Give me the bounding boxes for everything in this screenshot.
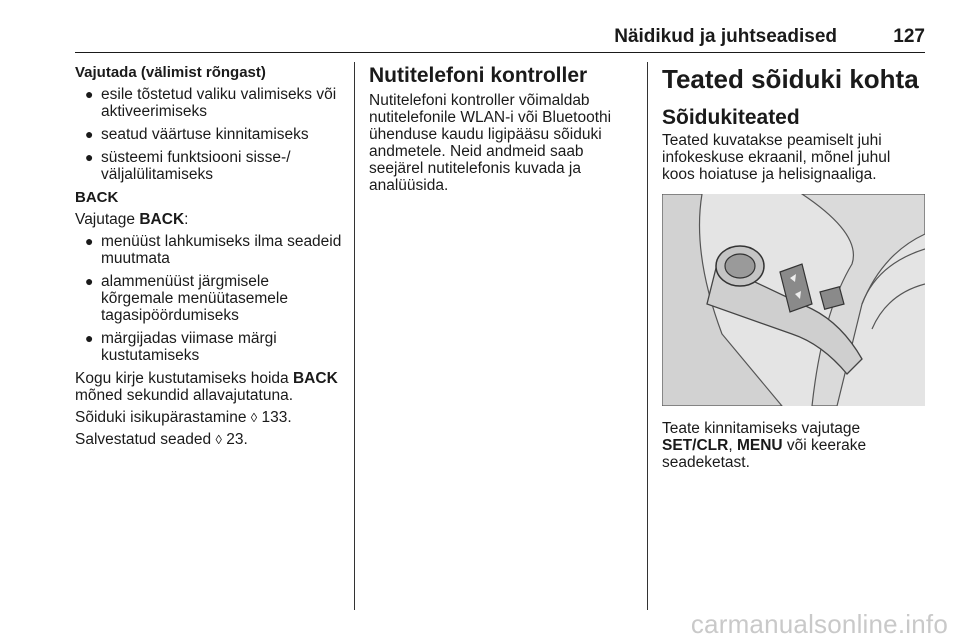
text: Kogu kirje kustutamiseks hoida bbox=[75, 370, 289, 387]
bullet-icon: ● bbox=[85, 86, 94, 102]
list-item-text: süsteemi funktsiooni sisse-/ väljalülitamiseks bbox=[101, 149, 291, 183]
delete-paragraph bbox=[75, 370, 345, 404]
page-number: 127 bbox=[893, 26, 925, 47]
header-title: Näidikud ja juhtseadised bbox=[614, 26, 837, 47]
press-subheading: Vajutada (välimist rõngast) bbox=[75, 64, 266, 81]
reference-line bbox=[75, 431, 345, 448]
section-body: Nutitelefoni kontroller võimaldab nutitelefonile WLAN-i või Bluetoothi ühenduse kaudu ligipääsu sõiduki andmetele. Neid andmeid saab seejärel nutitelefonis kuvada ja analüüsida. bbox=[369, 92, 612, 194]
column-divider bbox=[354, 62, 355, 610]
bullet-icon: ● bbox=[85, 126, 94, 142]
list-item-text: märgijadas viimase märgi kustutamiseks bbox=[101, 330, 277, 364]
list-item bbox=[75, 273, 345, 324]
back-bullet-list bbox=[75, 233, 345, 364]
column-divider bbox=[647, 62, 648, 610]
list-item bbox=[75, 233, 345, 267]
watermark: carmanualsonline.info bbox=[690, 609, 948, 639]
text: , bbox=[728, 437, 733, 454]
page-ref-link[interactable]: 133. bbox=[261, 409, 292, 426]
key-label: SET/CLR bbox=[662, 437, 729, 454]
text: Teate kinnitamiseks vajutage bbox=[662, 420, 861, 437]
press-bullet-list bbox=[75, 86, 345, 183]
reference-arrow-icon: ◊ bbox=[250, 410, 258, 425]
column-3 bbox=[662, 64, 927, 476]
text: Salvestatud seaded bbox=[75, 431, 212, 448]
back-subheading: BACK bbox=[75, 189, 119, 206]
text: Sõiduki isikupärastamine bbox=[75, 409, 247, 426]
list-item bbox=[75, 149, 345, 183]
column-2 bbox=[369, 64, 639, 199]
chapter-heading: Teated sõiduki kohta bbox=[662, 64, 919, 94]
page-header bbox=[75, 24, 925, 53]
reference-line bbox=[75, 409, 345, 426]
intro-paragraph: Teated kuvatakse peamiselt juhi infokeskuse ekraanil, mõnel juhul koos hoiatuse ja helisignaaliga. bbox=[662, 132, 891, 183]
stalk-control-drawing bbox=[662, 194, 925, 406]
list-item bbox=[75, 330, 345, 364]
confirm-paragraph bbox=[662, 420, 927, 471]
list-item-text: esile tõstetud valiku valimiseks või aktiveerimiseks bbox=[101, 86, 337, 120]
page-ref-link[interactable]: 23. bbox=[226, 431, 248, 448]
stalk-control-illustration bbox=[662, 194, 925, 406]
bullet-icon: ● bbox=[85, 330, 94, 346]
list-item-text: menüüst lahkumiseks ilma seadeid muutmata bbox=[101, 233, 342, 267]
list-item-text: alammenüüst järgmisele kõrgemale menüütasemele tagasipöördumiseks bbox=[101, 273, 288, 324]
section-heading: Nutitelefoni kontroller bbox=[369, 64, 588, 87]
section-subheading: Sõidukiteated bbox=[662, 106, 800, 129]
bullet-icon: ● bbox=[85, 149, 94, 165]
press-back-paragraph bbox=[75, 211, 345, 228]
text: : bbox=[184, 211, 189, 228]
key-label: BACK bbox=[292, 370, 338, 387]
reference-arrow-icon: ◊ bbox=[215, 432, 222, 447]
text: Vajutage bbox=[75, 211, 136, 228]
bullet-icon: ● bbox=[85, 233, 94, 249]
list-item bbox=[75, 86, 345, 120]
key-label: BACK bbox=[139, 211, 185, 228]
text: mõned sekundid allavajutatuna. bbox=[75, 387, 294, 404]
list-item-text: seatud väärtuse kinnitamiseks bbox=[101, 126, 309, 143]
text: või keerake seadeketast. bbox=[662, 437, 867, 471]
list-item bbox=[75, 126, 345, 143]
key-label: MENU bbox=[736, 437, 783, 454]
column-1 bbox=[75, 64, 345, 453]
bullet-icon: ● bbox=[85, 273, 94, 289]
